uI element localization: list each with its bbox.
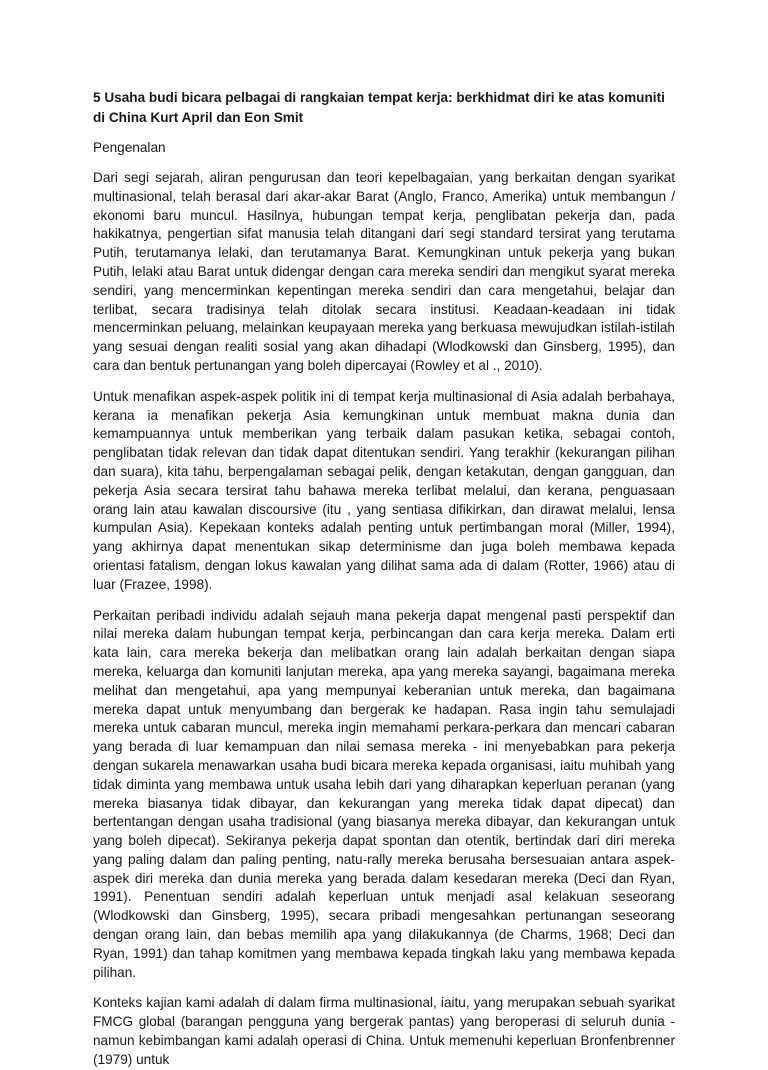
- paragraph-3: Perkaitan peribadi individu adalah sejauh mana pekerja dapat mengenal pasti perspektif dan nilai mereka dalam hubungan tempat kerja, perbincangan dan cara kerja mereka. Dalam erti kata lain, cara mereka bekerja dan melibatkan orang lain adalah berkaitan dengan siapa mereka, keluarga dan komuniti lanjutan mereka, apa yang mereka sayangi, bagaimana mereka melihat dan mengetahui, apa yang mempunyai keberanian untuk mereka, dan bagaimana mereka dapat untuk menyumbang dan bergerak ke hadapan. Rasa ingin tahu semulajadi mereka untuk cabaran muncul, mereka ingin memahami perkara-perkara dan mencari cabaran yang berada di luar kemampuan dan nilai semasa mereka - ini menyebabkan para pekerja dengan sukarela menawarkan usaha budi bicara mereka kepada organisasi, iaitu muhibah yang tidak diminta yang membawa untuk usaha lebih dari yang diharapkan keperluan peranan (yang mereka biasanya tidak dibayar, dan kekurangan yang mereka tidak dapat dipecat) dan bertentangan dengan usaha tradisional (yang biasanya mereka dibayar, dan kekurangan untuk yang boleh dipecat). Sekiranya pekerja dapat spontan dan otentik, bertindak dari diri mereka yang paling dalam dan paling penting, natu-rally mereka berusaha bersesuaian antara aspek-aspek diri mereka dan dunia mereka yang berada dalam kesedaran mereka (Deci dan Ryan, 1991). Penentuan sendiri adalah keperluan untuk menjadi asal kelakuan seseorang (Wlodkowski dan Ginsberg, 1995), secara pribadi mengesahkan pertunangan seseorang dengan orang lain, dan bebas memilih apa yang dilakukannya (de Charms, 1968; Deci dan Ryan, 1991) dan tahap komitmen yang membawa kepada tingkah laku yang membawa kepada pilihan.: [93, 607, 675, 980]
- paragraph-1: Dari segi sejarah, aliran pengurusan dan teori kepelbagaian, yang berkaitan dengan syarikat multinasional, telah berasal dari akar-akar Barat (Anglo, Franco, Amerika) untuk membangun / ekonomi baru muncul. Hasilnya, hubungan tempat kerja, penglibatan pekerja dan, pada hakikatnya, pengertian sifat manusia telah ditangani dari segi standard tersirat yang terutama Putih, terutamanya lelaki, dan terutamanya Barat. Kemungkinan untuk pekerja yang bukan Putih, lelaki atau Barat untuk didengar dengan cara mereka sendiri dan mengikut syarat mereka sendiri, yang mencerminkan kepentingan mereka sendiri dan cara mengetahui, belajar dan terlibat, secara tradisinya telah ditolak secara institusi. Keadaan-keadaan ini tidak mencerminkan peluang, melainkan keupayaan mereka yang berkuasa mewujudkan istilah-istilah yang sesuai dengan realiti sosial yang akan dihadapi (Wlodkowski dan Ginsberg, 1995), dan cara dan bentuk pertunangan yang boleh dipercayai (Rowley et al ., 2010).: [93, 170, 675, 373]
- paragraph-4: Konteks kajian kami adalah di dalam firma multinasional, iaitu, yang merupakan sebuah syarikat FMCG global (barangan pengguna yang bergerak pantas) yang beroperasi di seluruh dunia - namun kebimbangan kami adalah operasi di China. Untuk memenuhi keperluan Bronfenbrenner (1979) untuk: [93, 995, 675, 1067]
- paragraph-2: Untuk menafikan aspek-aspek politik ini di tempat kerja multinasional di Asia adalah berbahaya, kerana ia menafikan pekerja Asia kemungkinan untuk membuat makna dunia dan kemampuannya untuk memberikan yang terbaik dalam pasukan ketika, sebagai contoh, penglibatan tidak relevan dan tidak dapat ditentukan sendiri. Yang terakhir (kekurangan pilihan dan suara), kita tahu, berpengalaman sebagai pelik, dengan ketakutan, dengan gangguan, dan pekerja Asia secara tersirat tahu bahawa mereka terlibat melalui, dan kerana, penguasaan orang lain atau kawalan discoursive (itu , yang sentiasa difikirkan, dan dirawat melalui, lensa kumpulan Asia). Kepekaan konteks adalah penting untuk pertimbangan moral (Miller, 1994), yang akhirnya dapat menentukan sikap determinisme dan juga boleh membawa kepada orientasi fatalism, dengan lokus kawalan yang dilihat sama ada di dalam (Rotter, 1966) atau di luar (Frazee, 1998).: [93, 388, 675, 592]
- section-heading: Pengenalan: [93, 140, 166, 155]
- document-title: 5 Usaha budi bicara pelbagai di rangkaian tempat kerja: berkhidmat diri ke atas komuniti di China Kurt April dan Eon Smit: [93, 90, 665, 125]
